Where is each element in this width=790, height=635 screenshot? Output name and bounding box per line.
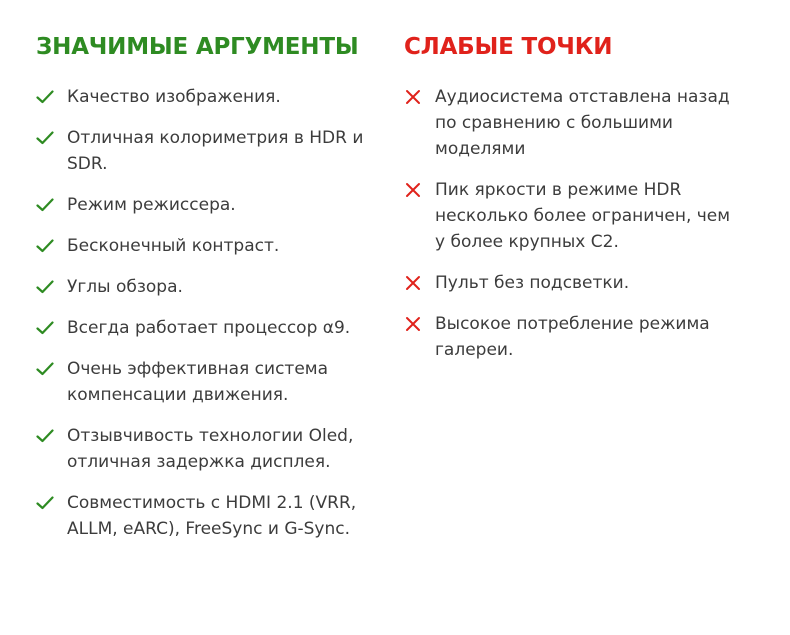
pros-item	[36, 125, 376, 177]
check-icon	[36, 279, 54, 295]
pros-item	[36, 315, 376, 341]
pros-item	[36, 192, 376, 218]
cross-icon	[404, 316, 422, 332]
cons-item	[404, 84, 734, 162]
pros-item-label: Отзывчивость технологии Oled, отличная задержка дисплея.	[67, 426, 354, 472]
pros-item-label: Углы обзора.	[67, 277, 183, 297]
check-icon	[36, 428, 54, 444]
pros-item-label: Очень эффективная система компенсации движения.	[67, 359, 329, 405]
pros-item-label: Всегда работает процессор α9.	[67, 318, 351, 338]
pros-item	[36, 84, 376, 110]
pros-item	[36, 274, 376, 300]
pros-item-label: Режим режиссера.	[67, 195, 236, 215]
pros-item-label: Бесконечный контраст.	[67, 236, 280, 256]
pros-item-label: Отличная колориметрия в HDR и SDR.	[67, 128, 364, 174]
cons-item-label: Пик яркости в режиме HDR несколько более ограничен, чем у более крупных C2.	[435, 180, 731, 252]
cons-list	[404, 84, 734, 378]
check-icon	[36, 238, 54, 254]
check-icon	[36, 197, 54, 213]
pros-item	[36, 423, 376, 475]
check-icon	[36, 495, 54, 511]
pros-list	[36, 84, 376, 557]
check-icon	[36, 361, 54, 377]
cons-item-label: Высокое потребление режима галереи.	[435, 314, 710, 360]
pros-item	[36, 233, 376, 259]
cons-item	[404, 311, 734, 363]
pros-item	[36, 356, 376, 408]
cons-item	[404, 177, 734, 255]
check-icon	[36, 130, 54, 146]
pros-item	[36, 490, 376, 542]
cons-item-label: Аудиосистема отставлена назад по сравнению с большими моделями	[435, 87, 730, 159]
cons-item-label: Пульт без подсветки.	[435, 273, 630, 293]
cons-title: СЛАБЫЕ ТОЧКИ	[404, 34, 613, 60]
check-icon	[36, 320, 54, 336]
cross-icon	[404, 182, 422, 198]
check-icon	[36, 89, 54, 105]
cross-icon	[404, 275, 422, 291]
pros-title: ЗНАЧИМЫЕ АРГУМЕНТЫ	[36, 34, 359, 60]
cross-icon	[404, 89, 422, 105]
cons-item	[404, 270, 734, 296]
pros-item-label: Совместимость с HDMI 2.1 (VRR, ALLM, eARC), FreeSync и G-Sync.	[67, 493, 357, 539]
pros-item-label: Качество изображения.	[67, 87, 281, 107]
